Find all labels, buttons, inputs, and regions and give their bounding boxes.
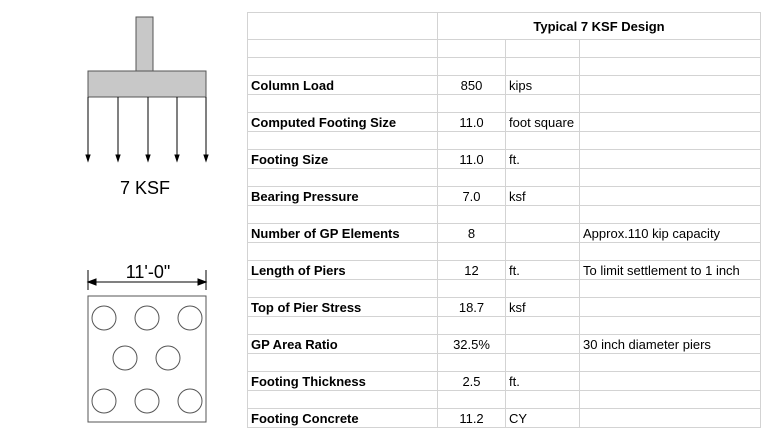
table-row xyxy=(248,187,761,206)
row-label: Footing Size xyxy=(248,150,438,169)
bearing-pressure-label: 7 KSF xyxy=(119,178,171,198)
row-value: 11.0 xyxy=(438,150,506,169)
row-label: Bearing Pressure xyxy=(248,187,438,206)
row-value: 11.0 xyxy=(438,113,506,132)
row-unit: kips xyxy=(506,76,580,95)
row-value: 32.5% xyxy=(438,335,506,354)
footing-elevation-drawing xyxy=(0,0,245,440)
row-label: Number of GP Elements xyxy=(248,224,438,243)
row-label: Computed Footing Size xyxy=(248,113,438,132)
row-unit: foot square xyxy=(506,113,580,132)
column-shape xyxy=(136,17,153,72)
design-table xyxy=(247,12,761,428)
row-note xyxy=(580,113,761,132)
row-label: Column Load xyxy=(248,76,438,95)
table-row xyxy=(248,224,761,243)
table-row xyxy=(248,261,761,280)
row-note: To limit settlement to 1 inch xyxy=(580,261,761,280)
row-label: Footing Concrete xyxy=(248,409,438,428)
row-value: 8 xyxy=(438,224,506,243)
row-note xyxy=(580,298,761,317)
row-note xyxy=(580,76,761,95)
row-value: 11.2 xyxy=(438,409,506,428)
row-unit xyxy=(506,224,580,243)
row-value: 7.0 xyxy=(438,187,506,206)
table-row xyxy=(248,150,761,169)
row-label: Footing Thickness xyxy=(248,372,438,391)
row-value: 18.7 xyxy=(438,298,506,317)
row-unit: CY xyxy=(506,409,580,428)
table-row xyxy=(248,335,761,354)
table-row xyxy=(248,372,761,391)
row-unit: ft. xyxy=(506,261,580,280)
row-note xyxy=(580,372,761,391)
row-note xyxy=(580,150,761,169)
row-label: GP Area Ratio xyxy=(248,335,438,354)
row-unit: ksf xyxy=(506,298,580,317)
row-value: 12 xyxy=(438,261,506,280)
footing-width-dimension: 11'-0" xyxy=(125,262,171,282)
table-row xyxy=(248,298,761,317)
pressure-arrows xyxy=(86,97,208,161)
table-row xyxy=(248,113,761,132)
row-value: 2.5 xyxy=(438,372,506,391)
row-note: Approx.110 kip capacity xyxy=(580,224,761,243)
table-row xyxy=(248,76,761,95)
row-label: Top of Pier Stress xyxy=(248,298,438,317)
table-title: Typical 7 KSF Design xyxy=(438,13,761,40)
row-note xyxy=(580,409,761,428)
row-unit: ft. xyxy=(506,150,580,169)
table-row xyxy=(248,409,761,428)
row-note xyxy=(580,187,761,206)
footing-shape xyxy=(88,71,206,97)
row-unit xyxy=(506,335,580,354)
row-unit: ft. xyxy=(506,372,580,391)
row-unit: ksf xyxy=(506,187,580,206)
row-label: Length of Piers xyxy=(248,261,438,280)
row-note: 30 inch diameter piers xyxy=(580,335,761,354)
footing-plan xyxy=(88,296,206,422)
row-value: 850 xyxy=(438,76,506,95)
footing-sketch xyxy=(0,0,245,440)
